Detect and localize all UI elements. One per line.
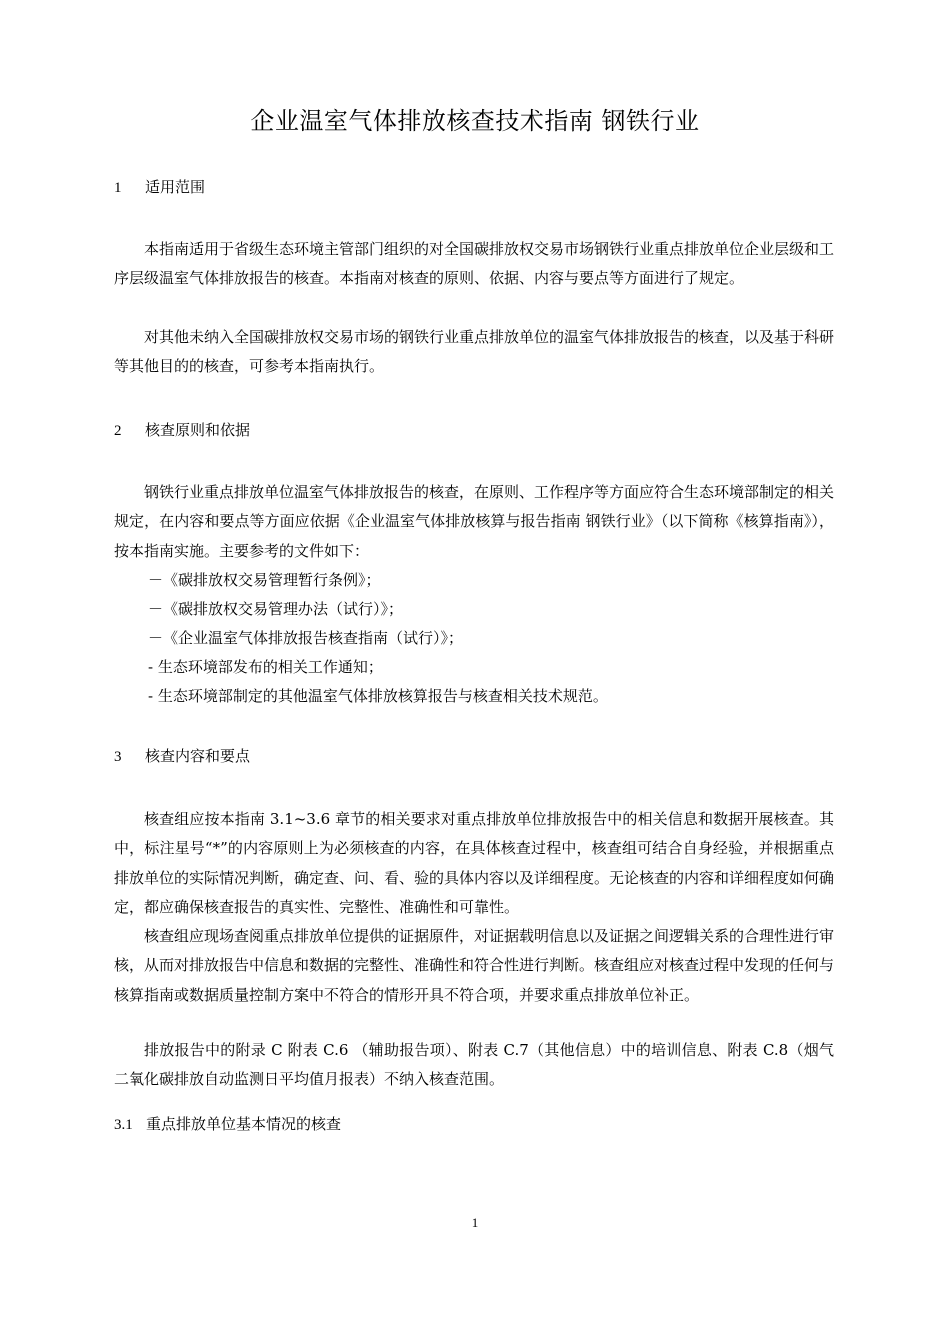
section-title: 核查内容和要点 — [145, 747, 251, 765]
section-title: 重点排放单位基本情况的核查 — [146, 1115, 342, 1133]
section-1-heading — [114, 176, 205, 199]
reference-item: －《碳排放权交易管理办法（试行）》； — [148, 600, 404, 618]
section-number: 3.1 — [114, 1117, 133, 1133]
section-title: 核查原则和依据 — [145, 421, 251, 439]
section-3-paragraph-1: 核查组应按本指南 3.1~3.6 章节的相关要求对重点排放单位排放报告中的相关信息和数据开展核查。其中，标注星号“*”的内容原则上为必须核查的内容，在具体核查过程中，核查组可结合自身经验，并根据重点排放单位的实际情况判断，确定查、问、看、验的具体内容以及详细程度。无论核查的内容和详细程度如何确定，都应确保核查报告的真实性、完整性、准确性和可靠性。 — [114, 810, 835, 917]
reference-item: －《企业温室气体排放报告核查指南（试行）》； — [148, 629, 464, 647]
reference-item: －《碳排放权交易管理暂行条例》； — [148, 571, 381, 589]
section-number: 3 — [114, 749, 122, 765]
section-3-paragraph-2: 核查组应现场查阅重点排放单位提供的证据原件，对证据载明信息以及证据之间逻辑关系的合理性进行审核，从而对排放报告中信息和数据的完整性、准确性和符合性进行判断。核查组应对核查过程中发现的任何与核算指南或数据质量控制方案中不符合的情形开具不符合项，并要求重点排放单位补正。 — [114, 927, 835, 1004]
section-1-paragraph-1: 本指南适用于省级生态环境主管部门组织的对全国碳排放权交易市场钢铁行业重点排放单位企业层级和工序层级温室气体排放报告的核查。本指南对核查的原则、依据、内容与要点等方面进行了规定。 — [114, 240, 835, 288]
reference-item: - 生态环境部发布的相关工作通知； — [148, 658, 383, 676]
reference-item: - 生态环境部制定的其他温室气体排放核算报告与核查相关技术规范。 — [148, 687, 608, 705]
page-number: 1 — [471, 1215, 479, 1230]
section-2-paragraph-1: 钢铁行业重点排放单位温室气体排放报告的核查，在原则、工作程序等方面应符合生态环境部制定的相关规定，在内容和要点等方面应依据《企业温室气体排放核算与报告指南 钢铁行业》（以下简称《核算指南》），按本指南实施。主要参考的文件如下： — [114, 483, 835, 560]
section-3-1-heading — [114, 1113, 341, 1136]
section-2-heading — [114, 419, 250, 442]
section-title: 适用范围 — [145, 178, 206, 196]
section-3-paragraph-3: 排放报告中的附录 C 附表 C.6 （辅助报告项）、附表 C.7（其他信息）中的培训信息、附表 C.8（烟气二氧化碳排放自动监测日平均值月报表）不纳入核查范围。 — [114, 1041, 834, 1089]
document-title: 企业温室气体排放核查技术指南 钢铁行业 — [250, 107, 700, 135]
section-number: 1 — [114, 180, 122, 196]
section-1-paragraph-2: 对其他未纳入全国碳排放权交易市场的钢铁行业重点排放单位的温室气体排放报告的核查，以及基于科研等其他目的的核查，可参考本指南执行。 — [114, 328, 835, 376]
section-number: 2 — [114, 423, 122, 439]
section-3-heading — [114, 745, 250, 768]
